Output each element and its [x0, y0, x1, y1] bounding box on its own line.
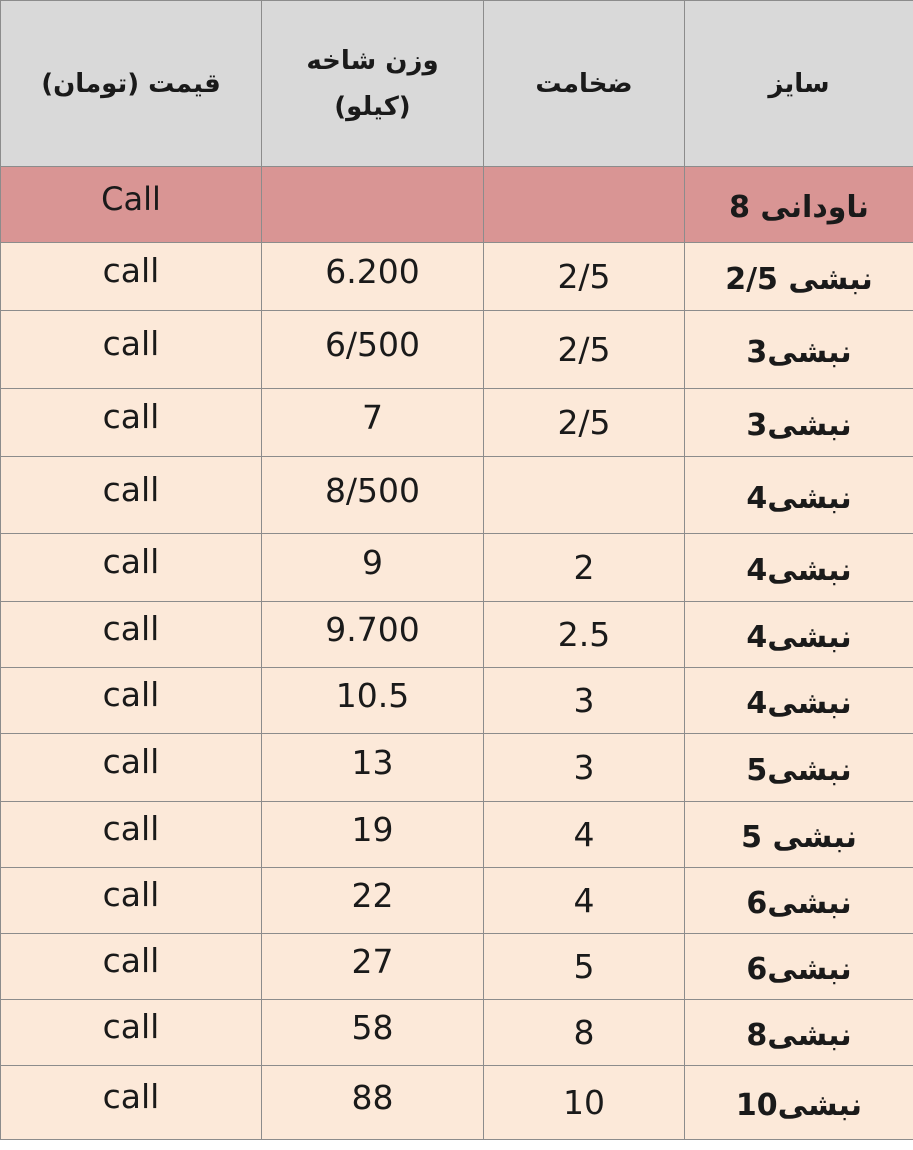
size-cell: نبشی5 [685, 734, 913, 802]
table-row [1, 734, 913, 802]
price-cell: call [1, 602, 262, 668]
weight-cell: 7 [262, 389, 484, 457]
table-header-row [1, 1, 913, 167]
weight-cell: 88 [262, 1066, 484, 1140]
table-row [1, 311, 913, 389]
price-cell: call [1, 868, 262, 934]
weight-cell: 10.5 [262, 668, 484, 734]
weight-cell: 13 [262, 734, 484, 802]
thickness-cell: 3 [484, 668, 685, 734]
size-cell: نبشی4 [685, 668, 913, 734]
price-cell: call [1, 1066, 262, 1140]
thickness-cell: 2/5 [484, 389, 685, 457]
header-size: سایز [685, 1, 913, 167]
price-cell: call [1, 668, 262, 734]
weight-cell: 9 [262, 534, 484, 602]
category-size-cell: ناودانی 8 [685, 167, 913, 243]
weight-cell: 6.200 [262, 243, 484, 311]
table-row [1, 668, 913, 734]
header-weight-line1: وزن شاخه [306, 45, 439, 76]
table-row [1, 243, 913, 311]
header-weight-line2: (کیلو) [334, 91, 411, 122]
size-cell: نبشی4 [685, 457, 913, 534]
weight-cell: 6/500 [262, 311, 484, 389]
size-cell: نبشی4 [685, 602, 913, 668]
table-row [1, 1000, 913, 1066]
size-cell: نبشی4 [685, 534, 913, 602]
weight-cell: 19 [262, 802, 484, 868]
table-row [1, 802, 913, 868]
thickness-cell: 4 [484, 802, 685, 868]
price-cell: call [1, 1000, 262, 1066]
category-thickness-cell [484, 167, 685, 243]
size-cell: نبشی6 [685, 868, 913, 934]
price-cell: call [1, 534, 262, 602]
thickness-cell [484, 457, 685, 534]
category-price-cell: Call [1, 167, 262, 243]
price-cell: call [1, 934, 262, 1000]
thickness-cell: 5 [484, 934, 685, 1000]
thickness-cell: 4 [484, 868, 685, 934]
weight-cell: 9.700 [262, 602, 484, 668]
thickness-cell: 3 [484, 734, 685, 802]
thickness-cell: 2 [484, 534, 685, 602]
weight-cell: 22 [262, 868, 484, 934]
size-cell: نبشی8 [685, 1000, 913, 1066]
table-row [1, 1066, 913, 1140]
table-row [1, 868, 913, 934]
header-price: قیمت (تومان) [1, 1, 262, 167]
header-thickness: ضخامت [484, 1, 685, 167]
price-cell: call [1, 243, 262, 311]
price-cell: call [1, 389, 262, 457]
category-row [1, 167, 913, 243]
thickness-cell: 2/5 [484, 311, 685, 389]
weight-cell: 58 [262, 1000, 484, 1066]
size-cell: نبشی3 [685, 389, 913, 457]
thickness-cell: 2.5 [484, 602, 685, 668]
bottom-margin [0, 1142, 913, 1150]
weight-cell: 8/500 [262, 457, 484, 534]
weight-cell: 27 [262, 934, 484, 1000]
size-cell: نبشی3 [685, 311, 913, 389]
table-row [1, 602, 913, 668]
header-weight [262, 1, 484, 167]
table-row [1, 534, 913, 602]
price-cell: call [1, 311, 262, 389]
size-cell: نبشی6 [685, 934, 913, 1000]
size-cell: نبشی 5 [685, 802, 913, 868]
category-weight-cell [262, 167, 484, 243]
price-cell: call [1, 734, 262, 802]
thickness-cell: 10 [484, 1066, 685, 1140]
table-row [1, 389, 913, 457]
price-cell: call [1, 802, 262, 868]
table-row [1, 457, 913, 534]
size-cell: نبشی10 [685, 1066, 913, 1140]
size-cell: نبشی 2/5 [685, 243, 913, 311]
thickness-cell: 2/5 [484, 243, 685, 311]
price-cell: call [1, 457, 262, 534]
table-row [1, 934, 913, 1000]
thickness-cell: 8 [484, 1000, 685, 1066]
